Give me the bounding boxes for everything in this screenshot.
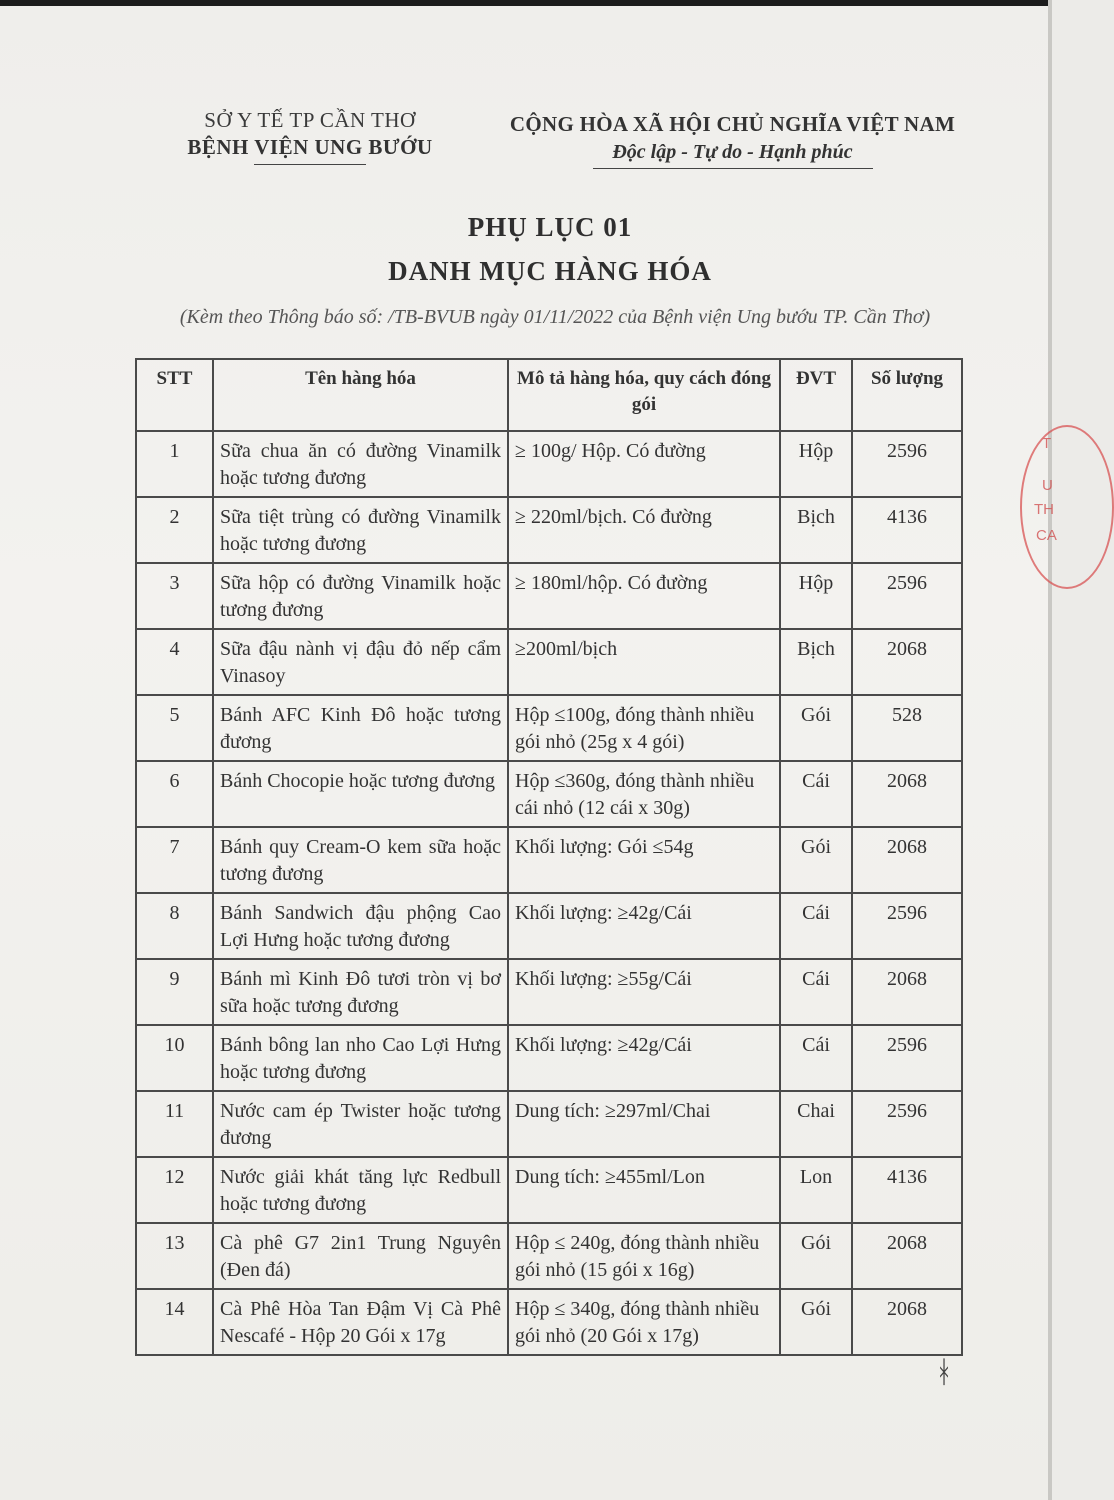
cell-stt: 10 bbox=[136, 1025, 213, 1091]
cell-desc: Khối lượng: Gói ≤54g bbox=[508, 827, 780, 893]
col-header-qty: Số lượng bbox=[852, 359, 962, 431]
cell-desc: ≥200ml/bịch bbox=[508, 629, 780, 695]
goods-table bbox=[135, 358, 963, 1356]
cell-unit: Gói bbox=[780, 1289, 852, 1355]
cell-desc: Dung tích: ≥297ml/Chai bbox=[508, 1091, 780, 1157]
national-header bbox=[495, 112, 970, 169]
cell-name: Bánh Sandwich đậu phộng Cao Lợi Hưng hoặc tương đương bbox=[213, 893, 508, 959]
cell-unit: Chai bbox=[780, 1091, 852, 1157]
cell-stt: 3 bbox=[136, 563, 213, 629]
cell-qty: 2068 bbox=[852, 959, 962, 1025]
cell-name: Bánh Chocopie hoặc tương đương bbox=[213, 761, 508, 827]
table-row bbox=[136, 827, 962, 893]
motto-underline bbox=[593, 168, 873, 169]
cell-qty: 2596 bbox=[852, 563, 962, 629]
cell-unit: Lon bbox=[780, 1157, 852, 1223]
cell-stt: 14 bbox=[136, 1289, 213, 1355]
table-row bbox=[136, 629, 962, 695]
cell-qty: 2596 bbox=[852, 431, 962, 497]
cell-desc: Dung tích: ≥455ml/Lon bbox=[508, 1157, 780, 1223]
cell-stt: 6 bbox=[136, 761, 213, 827]
cell-stt: 13 bbox=[136, 1223, 213, 1289]
cell-stt: 7 bbox=[136, 827, 213, 893]
cell-qty: 528 bbox=[852, 695, 962, 761]
cell-name: Bánh AFC Kinh Đô hoặc tương đương bbox=[213, 695, 508, 761]
cell-unit: Cái bbox=[780, 761, 852, 827]
seal-fragment: TH bbox=[1034, 501, 1054, 518]
table-row bbox=[136, 563, 962, 629]
cell-unit: Gói bbox=[780, 695, 852, 761]
org-underline bbox=[254, 164, 366, 165]
cell-stt: 2 bbox=[136, 497, 213, 563]
cell-desc: Khối lượng: ≥55g/Cái bbox=[508, 959, 780, 1025]
cell-name: Cà Phê Hòa Tan Đậm Vị Cà Phê Nescafé - Hộp 20 Gói x 17g bbox=[213, 1289, 508, 1355]
cell-qty: 2068 bbox=[852, 1289, 962, 1355]
reference-note: (Kèm theo Thông báo số: /TB-BVUB ngày 01/11/2022 của Bệnh viện Ung bướu TP. Cần Thơ) bbox=[179, 306, 931, 328]
cell-stt: 4 bbox=[136, 629, 213, 695]
cell-qty: 2068 bbox=[852, 629, 962, 695]
cell-unit: Hộp bbox=[780, 431, 852, 497]
table-row bbox=[136, 1025, 962, 1091]
cell-stt: 9 bbox=[136, 959, 213, 1025]
cell-unit: Cái bbox=[780, 1025, 852, 1091]
cell-stt: 11 bbox=[136, 1091, 213, 1157]
cell-stt: 8 bbox=[136, 893, 213, 959]
cell-qty: 4136 bbox=[852, 1157, 962, 1223]
cell-stt: 12 bbox=[136, 1157, 213, 1223]
cell-name: Sữa đậu nành vị đậu đỏ nếp cẩm Vinasoy bbox=[213, 629, 508, 695]
cell-desc: Hộp ≤360g, đóng thành nhiều cái nhỏ (12 cái x 30g) bbox=[508, 761, 780, 827]
table-row bbox=[136, 1289, 962, 1355]
cell-unit: Cái bbox=[780, 893, 852, 959]
table-header-row bbox=[136, 359, 962, 431]
table-row bbox=[136, 497, 962, 563]
table-row bbox=[136, 1157, 962, 1223]
table-row bbox=[136, 431, 962, 497]
nation-line-1: CỘNG HÒA XÃ HỘI CHỦ NGHĨA VIỆT NAM bbox=[509, 112, 956, 136]
cell-desc: Khối lượng: ≥42g/Cái bbox=[508, 1025, 780, 1091]
seal-fragment: U bbox=[1042, 477, 1053, 494]
nation-motto: Độc lập - Tự do - Hạnh phúc bbox=[612, 141, 853, 163]
cell-name: Cà phê G7 2in1 Trung Nguyên (Đen đá) bbox=[213, 1223, 508, 1289]
issuing-organization bbox=[160, 108, 460, 165]
cell-unit: Cái bbox=[780, 959, 852, 1025]
table-row bbox=[136, 1223, 962, 1289]
col-header-unit: ĐVT bbox=[780, 359, 852, 431]
cell-desc: Hộp ≤ 340g, đóng thành nhiều gói nhỏ (20 Gói x 17g) bbox=[508, 1289, 780, 1355]
cell-qty: 2068 bbox=[852, 761, 962, 827]
cell-name: Bánh quy Cream-O kem sữa hoặc tương đương bbox=[213, 827, 508, 893]
cell-name: Bánh bông lan nho Cao Lợi Hưng hoặc tương đương bbox=[213, 1025, 508, 1091]
cell-name: Sữa chua ăn có đường Vinamilk hoặc tương đương bbox=[213, 431, 508, 497]
table-row bbox=[136, 893, 962, 959]
cell-qty: 2596 bbox=[852, 893, 962, 959]
initial-mark: ᚼ bbox=[935, 1355, 953, 1390]
col-header-stt: STT bbox=[136, 359, 213, 431]
cell-unit: Bịch bbox=[780, 629, 852, 695]
cell-name: Nước giải khát tăng lực Redbull hoặc tương đương bbox=[213, 1157, 508, 1223]
table-row bbox=[136, 1091, 962, 1157]
cell-qty: 2068 bbox=[852, 1223, 962, 1289]
seal-fragment: T bbox=[1042, 435, 1052, 452]
cell-unit: Bịch bbox=[780, 497, 852, 563]
cell-desc: ≥ 100g/ Hộp. Có đường bbox=[508, 431, 780, 497]
col-header-desc: Mô tả hàng hóa, quy cách đóng gói bbox=[508, 359, 780, 431]
seal-fragment: CA bbox=[1036, 527, 1057, 544]
cell-unit: Hộp bbox=[780, 563, 852, 629]
cell-name: Nước cam ép Twister hoặc tương đương bbox=[213, 1091, 508, 1157]
cell-qty: 2596 bbox=[852, 1091, 962, 1157]
table-row bbox=[136, 959, 962, 1025]
table-row bbox=[136, 695, 962, 761]
cell-name: Sữa hộp có đường Vinamilk hoặc tương đương bbox=[213, 563, 508, 629]
cell-desc: ≥ 180ml/hộp. Có đường bbox=[508, 563, 780, 629]
scan-top-border bbox=[0, 0, 1052, 6]
cell-desc: Hộp ≤ 240g, đóng thành nhiều gói nhỏ (15 gói x 16g) bbox=[508, 1223, 780, 1289]
org-line-1: SỞ Y TẾ TP CẦN THƠ bbox=[204, 108, 416, 132]
org-line-2: BỆNH VIỆN UNG BƯỚU bbox=[187, 135, 433, 159]
cell-desc: Hộp ≤100g, đóng thành nhiều gói nhỏ (25g x 4 gói) bbox=[508, 695, 780, 761]
cell-unit: Gói bbox=[780, 827, 852, 893]
cell-name: Sữa tiệt trùng có đường Vinamilk hoặc tương đương bbox=[213, 497, 508, 563]
cell-stt: 1 bbox=[136, 431, 213, 497]
cell-desc: Khối lượng: ≥42g/Cái bbox=[508, 893, 780, 959]
cell-stt: 5 bbox=[136, 695, 213, 761]
col-header-name: Tên hàng hóa bbox=[213, 359, 508, 431]
table-row bbox=[136, 761, 962, 827]
appendix-title: PHỤ LỤC 01 bbox=[467, 212, 633, 242]
cell-qty: 2596 bbox=[852, 1025, 962, 1091]
cell-desc: ≥ 220ml/bịch. Có đường bbox=[508, 497, 780, 563]
red-seal-stamp bbox=[1020, 425, 1114, 589]
cell-qty: 2068 bbox=[852, 827, 962, 893]
cell-qty: 4136 bbox=[852, 497, 962, 563]
cell-name: Bánh mì Kinh Đô tươi tròn vị bơ sữa hoặc tương đương bbox=[213, 959, 508, 1025]
list-title: DANH MỤC HÀNG HÓA bbox=[388, 256, 712, 286]
cell-unit: Gói bbox=[780, 1223, 852, 1289]
